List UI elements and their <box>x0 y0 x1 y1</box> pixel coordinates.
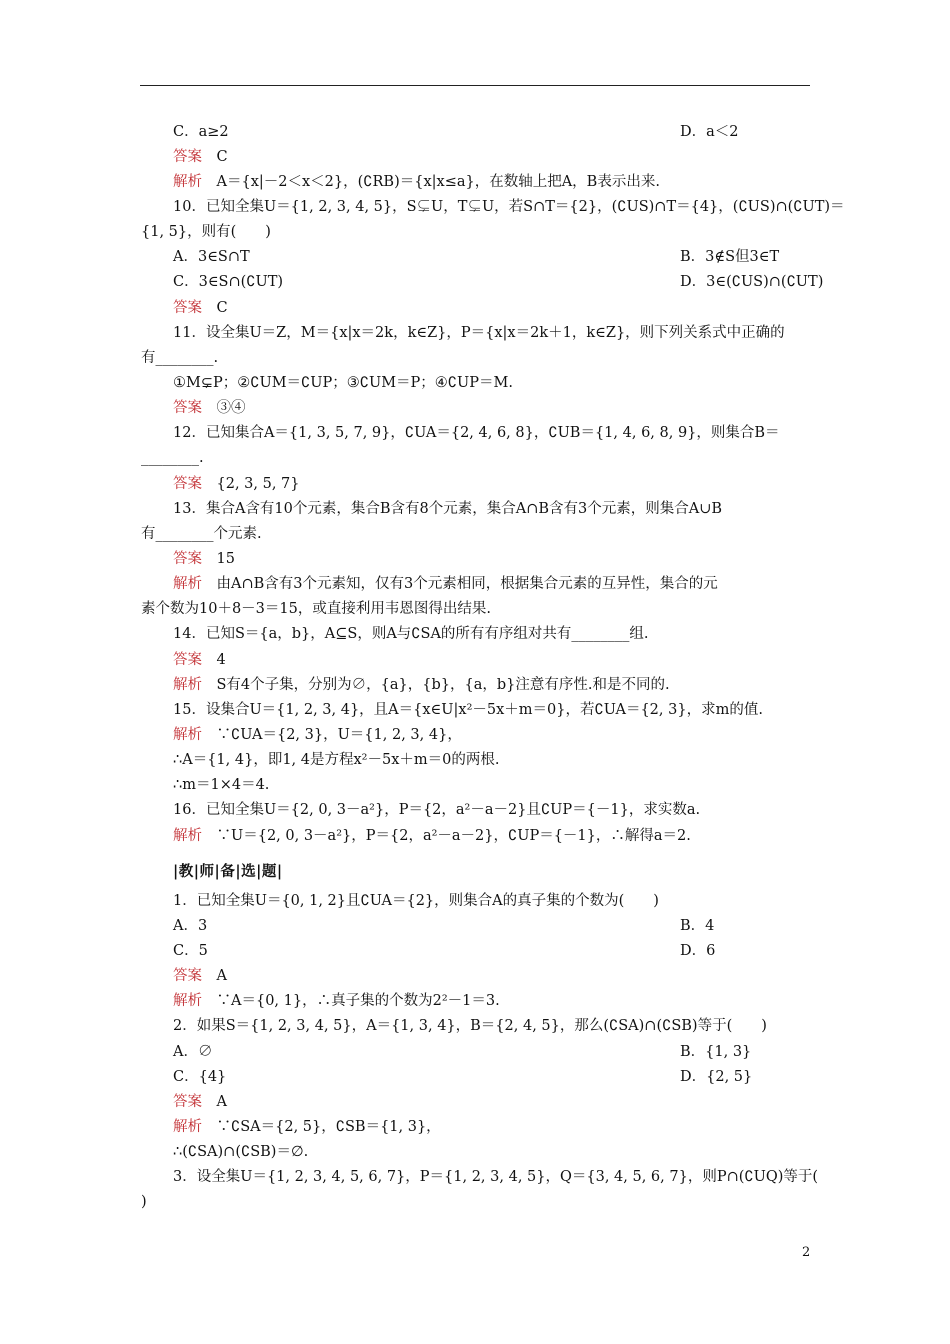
line-text: ∴(∁SA)∩(∁SB)＝∅. <box>173 1144 309 1160</box>
text-line <box>173 423 780 443</box>
text-line <box>141 448 204 468</box>
option-row <box>173 941 716 961</box>
answer-label: 解析 <box>173 174 202 190</box>
answer-line <box>173 298 228 318</box>
answer-label: 答案 <box>173 968 202 984</box>
option-right: D．{2, 5} <box>680 1069 753 1085</box>
text-line <box>173 775 269 795</box>
option-right: B．{1, 3} <box>680 1044 752 1060</box>
text-line <box>141 1192 147 1212</box>
answer-line <box>173 172 660 192</box>
option-row <box>173 1067 753 1087</box>
option-row <box>173 1042 752 1062</box>
text-line <box>173 499 722 519</box>
answer-line <box>173 398 246 418</box>
answer-label: 答案 <box>173 400 202 416</box>
answer-line <box>173 966 227 986</box>
answer-label: 答案 <box>173 476 202 492</box>
answer-line <box>173 725 462 745</box>
line-text: ∵∁UA＝{2, 3}，U＝{1, 2, 3, 4}， <box>202 727 462 743</box>
line-text: C <box>202 149 228 165</box>
option-left: A．∅ <box>173 1044 213 1060</box>
text-line <box>141 599 491 619</box>
text-line <box>173 700 763 720</box>
answer-line <box>173 147 228 167</box>
answer-line <box>173 1092 227 1112</box>
answer-label: 解析 <box>173 677 202 693</box>
option-right: B．3∉S但3∈T <box>680 249 780 265</box>
answer-line <box>173 675 670 695</box>
answer-label: 答案 <box>173 652 202 668</box>
line-text: 4 <box>202 652 226 668</box>
option-right: B．4 <box>680 918 715 934</box>
answer-label: 答案 <box>173 300 202 316</box>
line-text: 有________个元素. <box>141 526 262 542</box>
line-text: 12．已知集合A＝{1, 3, 5, 7, 9}，∁UA＝{2, 4, 6, 8}，∁UB＝{1, 4, 6, 8, 9}，则集合B＝ <box>173 425 780 441</box>
line-text: ∵∁SA＝{2, 5}，∁SB＝{1, 3}， <box>202 1119 441 1135</box>
text-line <box>173 1142 308 1162</box>
answer-line <box>173 826 691 846</box>
option-right: D．6 <box>680 943 716 959</box>
option-left: A．3∈S∩T <box>173 249 250 265</box>
answer-line <box>173 549 235 569</box>
line-text: ∵A＝{0, 1}，∴真子集的个数为2²－1＝3. <box>202 993 500 1009</box>
option-row <box>173 272 824 292</box>
text-line <box>173 750 499 770</box>
line-text: ∴A＝{1, 4}，即1, 4是方程x²－5x＋m＝0的两根. <box>173 752 500 768</box>
answer-label: 答案 <box>173 1094 202 1110</box>
line-text: 13．集合A含有10个元素，集合B含有8个元素，集合A∩B含有3个元素，则集合A∪B <box>173 501 723 517</box>
text-line <box>173 1016 767 1036</box>
answer-line <box>173 474 300 494</box>
line-text: 3．设全集U＝{1, 2, 3, 4, 5, 6, 7}，P＝{1, 2, 3, 4, 5}，Q＝{3, 4, 5, 6, 7}，则P∩(∁UQ)等于( <box>173 1169 819 1185</box>
text-line <box>173 373 513 393</box>
text-line <box>141 222 271 242</box>
line-text: 16．已知全集U＝{2, 0, 3－a²}，P＝{2，a²－a－2}且∁UP＝{－1}，求实数a. <box>173 802 701 818</box>
answer-label: 解析 <box>173 828 202 844</box>
answer-label: 解析 <box>173 576 202 592</box>
option-left: C．5 <box>173 943 208 959</box>
line-text: 2．如果S＝{1, 2, 3, 4, 5}，A＝{1, 3, 4}，B＝{2, 4, 5}，那么(∁SA)∩(∁SB)等于( ) <box>173 1018 767 1034</box>
line-text: A＝{x|－2＜x＜2}，(∁RB)＝{x|x≤a}，在数轴上把A，B表示出来. <box>202 174 660 190</box>
answer-line <box>173 650 226 670</box>
text-line <box>141 524 262 544</box>
text-line <box>173 891 659 911</box>
section-heading <box>173 862 283 882</box>
line-text: 11．设全集U＝Z，M＝{x|x＝2k，k∈Z}，P＝{x|x＝2k＋1，k∈Z}，则下列关系式中正确的 <box>173 325 785 341</box>
line-text: 素个数为10＋8－3＝15，或直接利用韦恩图得出结果. <box>141 601 491 617</box>
line-text: {1, 5}，则有( ) <box>141 224 271 240</box>
line-text: ③④ <box>202 400 246 416</box>
answer-label: 答案 <box>173 551 202 567</box>
line-text: 10．已知全集U＝{1, 2, 3, 4, 5}，S⊊U，T⊊U，若S∩T＝{2}，(∁US)∩T＝{4}，(∁US)∩(∁UT)＝ <box>173 199 845 215</box>
page-number: 2 <box>802 1245 811 1260</box>
line-text: |教|师|备|选|题| <box>173 863 283 880</box>
option-row <box>173 916 715 936</box>
line-text: 14．已知S＝{a，b}，A⊆S，则A与∁SA的所有有序组对共有________组. <box>173 626 649 642</box>
line-text: A <box>202 968 227 984</box>
text-line <box>173 800 700 820</box>
option-row <box>173 247 780 267</box>
line-text: A <box>202 1094 227 1110</box>
answer-label: 解析 <box>173 993 202 1009</box>
line-text: ①M⊊P；②∁UM＝∁UP；③∁UM＝P；④∁UP＝M. <box>173 375 513 391</box>
line-text: 1．已知全集U＝{0, 1, 2}且∁UA＝{2}，则集合A的真子集的个数为( ) <box>173 893 659 909</box>
text-line <box>173 624 649 644</box>
line-text: 有________. <box>141 350 219 366</box>
line-text: {2, 3, 5, 7} <box>202 476 300 492</box>
text-line <box>173 323 785 343</box>
line-text: ∵U＝{2, 0, 3－a²}，P＝{2，a²－a－2}，∁UP＝{－1}，∴解得a＝2. <box>202 828 691 844</box>
option-left: C．3∈S∩(∁UT) <box>173 274 284 290</box>
option-right: D．a＜2 <box>680 124 739 140</box>
option-left: C．{4} <box>173 1069 227 1085</box>
line-text: 15 <box>202 551 235 567</box>
option-left: A．3 <box>173 918 208 934</box>
text-line <box>141 348 218 368</box>
line-text: 15．设集合U＝{1, 2, 3, 4}，且A＝{x∈U|x²－5x＋m＝0}，若∁UA＝{2, 3}，求m的值. <box>173 702 763 718</box>
line-text: C <box>202 300 228 316</box>
line-text: 由A∩B含有3个元素知，仅有3个元素相同，根据集合元素的互异性，集合的元 <box>202 576 718 592</box>
line-text: ) <box>141 1194 147 1210</box>
answer-line <box>173 574 718 594</box>
option-row <box>173 122 739 142</box>
answer-label: 解析 <box>173 1119 202 1135</box>
option-right: D．3∈(∁US)∩(∁UT) <box>680 274 824 290</box>
text-line <box>173 197 845 217</box>
text-line <box>173 1167 818 1187</box>
header-rule <box>140 85 810 86</box>
answer-line <box>173 1117 441 1137</box>
line-text: ∴m＝1×4＝4. <box>173 777 270 793</box>
answer-label: 解析 <box>173 727 202 743</box>
answer-line <box>173 991 500 1011</box>
option-left: C．a≥2 <box>173 124 229 140</box>
line-text: ________. <box>141 450 204 466</box>
answer-label: 答案 <box>173 149 202 165</box>
line-text: S有4个子集，分别为∅，{a}，{b}，{a，b}注意有序性.和是不同的. <box>202 677 670 693</box>
